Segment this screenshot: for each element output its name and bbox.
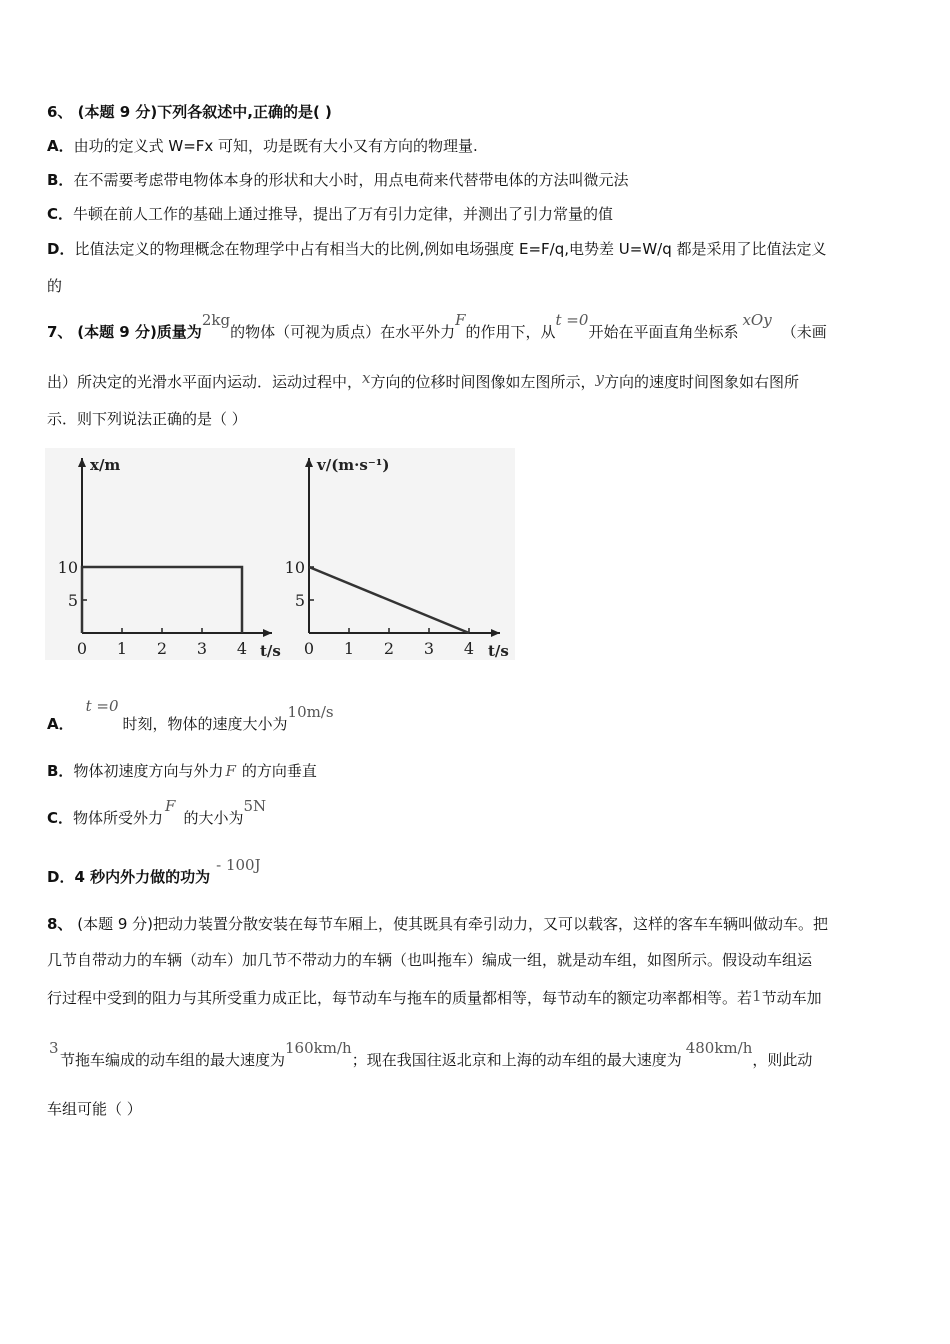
x-tick-label: 1 <box>343 639 355 658</box>
q6-number: 6、 <box>47 103 73 121</box>
q7-stem-line3: 示．则下列说法正确的是（ ） <box>47 410 247 428</box>
y-axis-label: x/m <box>90 456 121 474</box>
x-tick-label: 0 <box>303 639 315 658</box>
x-tick-label: 4 <box>463 639 475 658</box>
x-tick-label: 0 <box>76 639 88 658</box>
q6-option-d-cont: 的 <box>47 277 63 295</box>
q7-option-b: B．物体初速度方向与外力 F 的方向垂直 <box>47 762 317 780</box>
y-tick-label: 10 <box>284 558 305 577</box>
q8-line4: 3 节拖车编成的动车组的最大速度为160km/h；现在我国往返北京和上海的动车组的最大速度为480km/h，则此动 <box>49 1039 813 1069</box>
q6-option-d: D．比值法定义的物理概念在物理学中占有相当大的比例,例如电场强度 E=F/q,电势差 U=W/q 都是采用了比值法定义 <box>47 240 827 258</box>
data-series-1 <box>82 567 242 633</box>
q7-option-a: A．t =0时刻，物体的速度大小为10m/s <box>47 697 334 733</box>
x-axis-arrow-2 <box>491 629 500 637</box>
q7-stem-line2: 出）所决定的光滑水平面内运动．运动过程中，x方向的位移时间图像如左图所示，y方向的速度时间图象如右图所 <box>47 369 799 391</box>
q6-stem <box>47 102 332 122</box>
q8-line5: 车组可能（ ） <box>47 1100 142 1118</box>
y-axis-arrow-2 <box>305 458 313 467</box>
x-tick-label: 2 <box>156 639 168 658</box>
y-tick-label: 5 <box>294 591 305 610</box>
q7-graphs <box>45 448 515 660</box>
q7-option-c: C．物体所受外力F的大小为5N <box>47 797 267 827</box>
y-axis-label: v/(m·s⁻¹) <box>317 456 390 474</box>
x-tick-label: 2 <box>383 639 395 658</box>
y-tick-label: 10 <box>57 558 78 577</box>
x-axis-label: t/s <box>488 642 509 660</box>
q7-option-d: D．4 秒内外力做的功为- 100J <box>47 856 261 886</box>
x-tick-label: 3 <box>423 639 435 658</box>
q7-figure <box>45 448 515 660</box>
q6-stem-text: (本题 9 分)下列各叙述中,正确的是( ) <box>77 103 332 121</box>
q6-option-b: B．在不需要考虑带电物体本身的形状和大小时，用点电荷来代替带电体的方法叫微元法 <box>47 171 629 189</box>
x-axis-label: t/s <box>260 642 281 660</box>
mass-value: 2kg <box>201 311 231 329</box>
x-tick-label: 4 <box>236 639 248 658</box>
q6-option-a: A．由功的定义式 W=Fx 可知，功是既有大小又有方向的物理量. <box>47 137 478 155</box>
y-tick-label: 5 <box>67 591 78 610</box>
x-axis-arrow-1 <box>263 629 272 637</box>
x-tick-label: 1 <box>116 639 128 658</box>
q7-stem-line1: 7、 (本题 9 分)质量为2kg的物体（可视为质点）在水平外力F的作用下，从t =0开始在平面直角坐标系xOy（未画 <box>47 311 827 341</box>
y-axis-arrow-1 <box>78 458 86 467</box>
q8-line1: 8、 (本题 9 分)把动力装置分散安装在每节车厢上，使其既具有牵引动力，又可以载客，这样的客车车辆叫做动车。把 <box>47 915 829 933</box>
q8-line3: 行过程中受到的阻力与其所受重力成正比，每节动车与拖车的质量都相等，每节动车的额定功率都相等。若1节动车加 <box>47 987 822 1007</box>
x-tick-label: 3 <box>196 639 208 658</box>
q8-line2: 几节自带动力的车辆（动车）加几节不带动力的车辆（也叫拖车）编成一组，就是动车组，如图所示。假设动车组运 <box>47 951 813 969</box>
data-series-2 <box>309 567 469 633</box>
q6-option-c: C．牛顿在前人工作的基础上通过推导，提出了万有引力定律，并测出了引力常量的值 <box>47 205 614 223</box>
